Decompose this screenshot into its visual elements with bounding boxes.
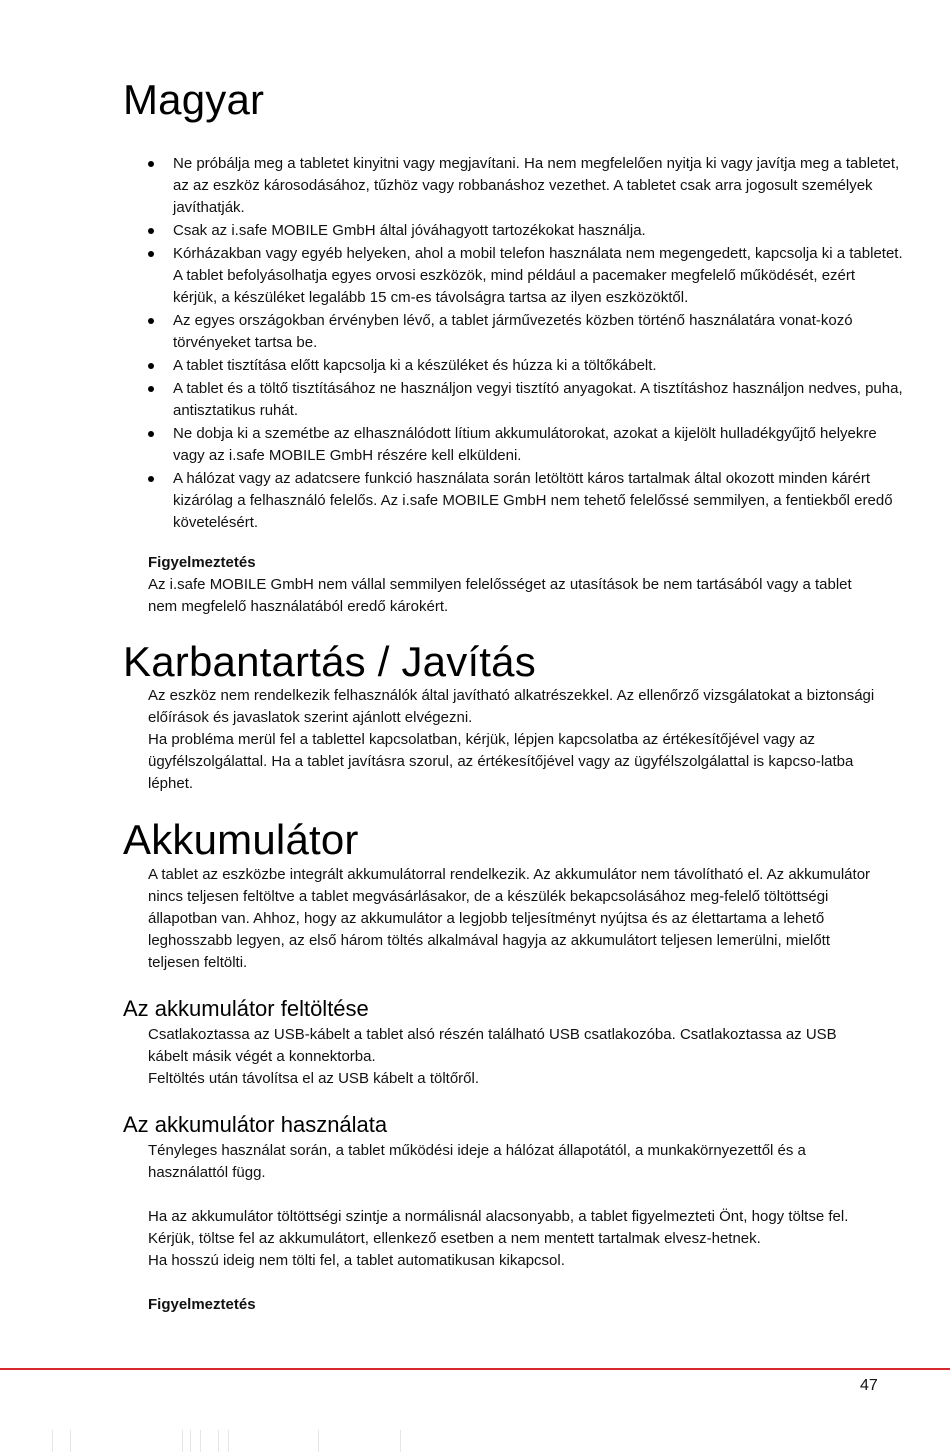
paragraph: Ha probléma merül fel a tablettel kapcsolatban, kérjük, lépjen kapcsolatba az értékesítőjével vagy az ügyfélszolgálattal. Ha a tablet javításra szorul, az értékesítőjével vagy az ügyfélszolgálattal is kapcso-latba léphet. [148, 731, 854, 792]
feltoltes-body [148, 1024, 878, 1090]
safety-bullet-list [148, 153, 903, 535]
paragraph: Ha hosszú ideig nem tölti fel, a tablet automatikusan kikapcsol. [148, 1252, 565, 1269]
paragraph: A tablet az eszközbe integrált akkumulátorral rendelkezik. Az akkumulátor nem távolítható el. Az akkumulátor nincs teljesen feltöltve a tablet megvásárlásakor, de a készülék bekapcsolásához meg-felelő töltöttségi állapotban van. Ahhoz, hogy az akkumulátor a legjobb teljesítményt nyújtsa és az élettartama a lehető leghosszabb legyen, az első három töltés alkalmával hagyja az akkumulátort teljesen lemerülni, mielőtt teljesen feltölti. [148, 866, 871, 971]
paragraph: Tényleges használat során, a tablet működési ideje a hálózat állapotától, a munkakörnyezettől és a használattól függ. [148, 1142, 806, 1181]
bullet-icon [148, 161, 154, 167]
bullet-icon [148, 363, 154, 369]
paragraph: Feltöltés után távolítsa el az USB kábelt a töltőről. [148, 1070, 480, 1087]
bullet-icon [148, 476, 154, 482]
bullet-icon [148, 251, 154, 257]
footer-rule [0, 1368, 950, 1370]
bullet-item: Ne próbálja meg a tabletet kinyitni vagy megjavítani. Ha nem megfelelően nyitja ki vagy javítja meg a tabletet, az az eszköz károsodásához, tűzhöz vagy robbanáshoz vezethet. A tabletet csak arra jogosult személyek javíthatják. [173, 153, 903, 219]
paragraph: Csatlakoztassa az USB-kábelt a tablet alsó részén található USB csatlakozóba. Csatlakoztassa az USB kábelt másik végét a konnektorba. [148, 1026, 837, 1065]
heading-hasznalata: Az akkumulátor használata [123, 1112, 388, 1137]
bullet-icon [148, 228, 154, 234]
bullet-icon [148, 386, 154, 392]
scan-marks [0, 1430, 950, 1455]
akkumulator-body [148, 864, 878, 974]
bullet-item: Kórházakban vagy egyéb helyeken, ahol a mobil telefon használata nem megengedett, kapcsolja ki a tabletet. A tablet befolyásolhatja egyes orvosi eszközök, mind például a pacemaker megfelelő működését, ezért kérjük, a készüléket legalább 15 cm-es távolságra tartsa az ilyen eszközöktől. [173, 243, 903, 309]
heading-magyar: Magyar [123, 76, 265, 123]
page-number: 47 [860, 1377, 878, 1394]
heading-feltoltes: Az akkumulátor feltöltése [123, 996, 369, 1021]
bullet-item: Csak az i.safe MOBILE GmbH által jóváhagyott tartozékokat használja. [173, 220, 903, 242]
bullet-item: Az egyes országokban érvényben lévő, a tablet járművezetés közben történő használatára vonat-kozó törvényeket tartsa be. [173, 310, 903, 354]
paragraph: Ha az akkumulátor töltöttségi szintje a normálisnál alacsonyabb, a tablet figyelmezteti Önt, hogy töltse fel. Kérjük, töltse fel az akkumulátort, ellenkező esetben a nem mentett tartalmak elvesz-hetnek. [148, 1208, 849, 1247]
hasznalata-body [148, 1140, 878, 1316]
bullet-item: A tablet tisztítása előtt kapcsolja ki a készüléket és húzza ki a töltőkábelt. [173, 355, 903, 377]
warning-text: Az i.safe MOBILE GmbH nem vállal semmilyen felelősséget az utasítások be nem tartásából vagy a tablet nem megfelelő használatából eredő károkért. [148, 576, 852, 615]
bullet-item: A hálózat vagy az adatcsere funkció használata során letöltött káros tartalmak által okozott minden kárért kizárólag a felhasználó felelős. Az i.safe MOBILE GmbH nem tehető felelőssé semmilyen, a fentiekből eredő követelésért. [173, 468, 903, 534]
bullet-icon [148, 318, 154, 324]
warning-label: Figyelmeztetés [148, 554, 256, 571]
warning-label: Figyelmeztetés [148, 1296, 256, 1313]
karbantartas-body [148, 685, 878, 795]
paragraph: Az eszköz nem rendelkezik felhasználók által javítható alkatrészekkel. Az ellenőrző vizsgálatokat a biztonsági előírások és javaslatok szerint ajánlott elvégezni. [148, 687, 875, 726]
heading-akkumulator: Akkumulátor [123, 816, 359, 863]
heading-karbantartas: Karbantartás / Javítás [123, 638, 536, 685]
warning-block-magyar [148, 552, 878, 618]
bullet-item: Ne dobja ki a szemétbe az elhasználódott lítium akkumulátorokat, azokat a kijelölt hulladékgyűjtő helyekre vagy az i.safe MOBILE GmbH részére kell elküldeni. [173, 423, 903, 467]
bullet-item: A tablet és a töltő tisztításához ne használjon vegyi tisztító anyagokat. A tisztításhoz használjon nedves, puha, antisztatikus ruhát. [173, 378, 903, 422]
bullet-icon [148, 431, 154, 437]
